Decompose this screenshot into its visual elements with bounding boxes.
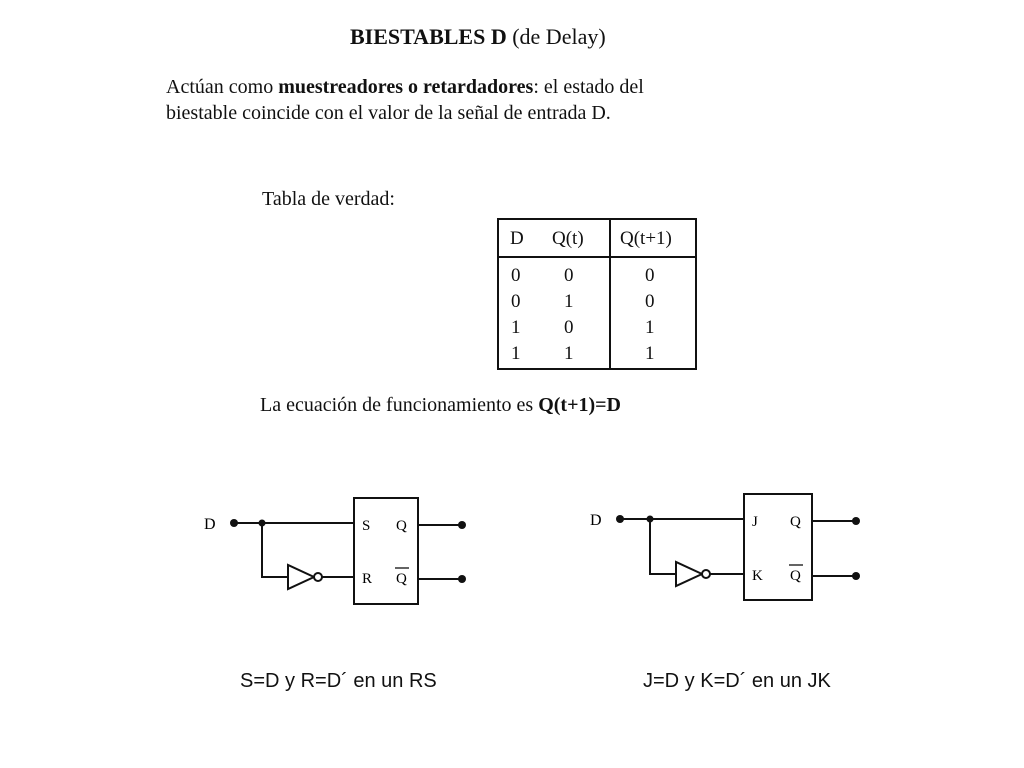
rs-flipflop-box xyxy=(354,498,418,604)
truth-table-label: Tabla de verdad: xyxy=(262,188,395,210)
table-cell: 1 xyxy=(564,291,574,312)
table-cell: 1 xyxy=(564,343,574,364)
table-cell: 0 xyxy=(511,265,521,286)
jk-flipflop-diagram xyxy=(580,486,880,616)
header-d: D xyxy=(510,228,524,249)
table-cell: 0 xyxy=(564,265,574,286)
rs-output-terminal-qbar xyxy=(458,575,466,583)
jk-label-q: Q xyxy=(790,514,801,530)
rs-label-s: S xyxy=(362,518,371,534)
table-cell: 0 xyxy=(645,291,655,312)
jk-output-terminal-qbar xyxy=(852,572,860,580)
caption-jk: J=D y K=D´ en un JK xyxy=(643,670,831,692)
rs-label-r: R xyxy=(362,571,373,587)
table-cell: 0 xyxy=(645,265,655,286)
page-title: BIESTABLES D (de Delay) xyxy=(350,24,606,49)
jk-output-terminal-q xyxy=(852,517,860,525)
rs-label-q: Q xyxy=(396,518,407,534)
equation-line: La ecuación de funcionamiento es Q(t+1)=D xyxy=(260,394,621,416)
table-cell: 0 xyxy=(564,317,574,338)
rs-output-terminal-q xyxy=(458,521,466,529)
rs-inverter xyxy=(288,565,314,589)
jk-input-label: D xyxy=(590,512,602,529)
table-cell: 1 xyxy=(645,343,655,364)
caption-rs: S=D y R=D´ en un RS xyxy=(240,670,437,692)
jk-flipflop-box xyxy=(744,494,812,600)
jk-wire-branch xyxy=(650,519,676,574)
equation-formula: Q(t+1)=D xyxy=(538,394,621,416)
intro-paragraph: Actúan como muestreadores o retardadores: el estado del biestable coincide con el valor de la señal de entrada D. xyxy=(166,76,644,124)
rs-inverter-bubble xyxy=(314,573,322,581)
table-cell: 1 xyxy=(511,317,521,338)
table-cell: 0 xyxy=(511,291,521,312)
header-qt: Q(t) xyxy=(552,228,584,249)
truth-table xyxy=(497,218,697,370)
rs-flipflop-diagram xyxy=(190,490,490,620)
jk-inverter-bubble xyxy=(702,570,710,578)
jk-label-j: J xyxy=(752,514,758,530)
jk-label-qbar: Q xyxy=(790,568,801,584)
table-cell: 1 xyxy=(511,343,521,364)
rs-input-label: D xyxy=(204,516,216,533)
truth-table-divider xyxy=(609,220,611,368)
header-qt1: Q(t+1) xyxy=(620,228,672,249)
jk-label-k: K xyxy=(752,568,763,584)
table-cell: 1 xyxy=(645,317,655,338)
rs-label-qbar: Q xyxy=(396,571,407,587)
jk-inverter xyxy=(676,562,702,586)
rs-wire-branch xyxy=(262,523,288,577)
